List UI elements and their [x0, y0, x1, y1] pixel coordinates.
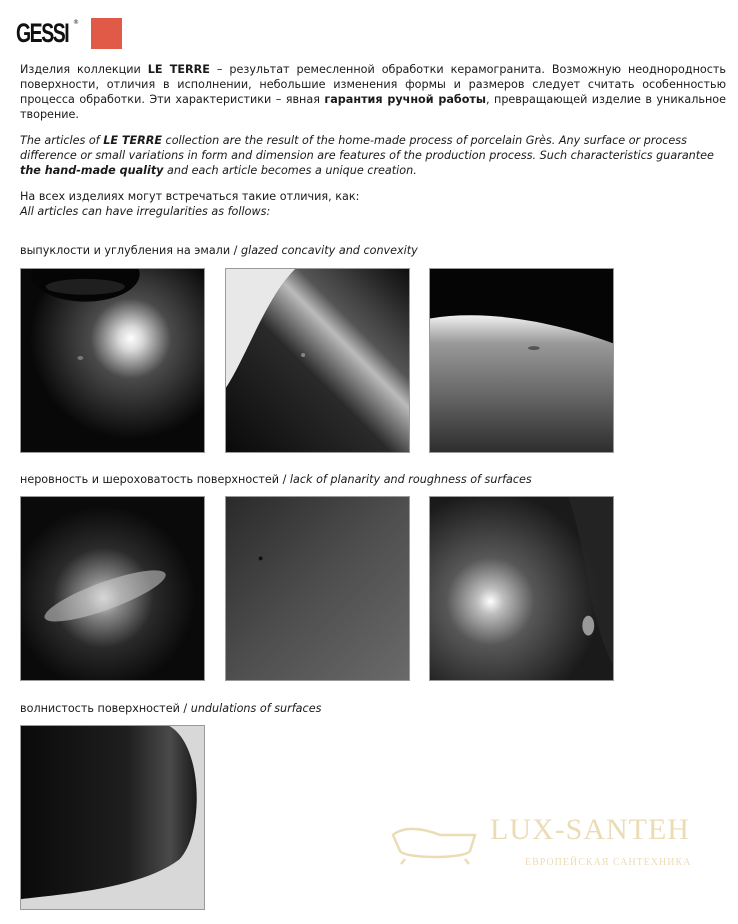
gessi-logo	[16, 18, 79, 48]
watermark	[385, 813, 725, 873]
photo-glazed-convexity-2	[225, 268, 410, 453]
photo-surface-roughness-3	[429, 496, 614, 681]
list-intro-en: All articles can have irregularities as follows:	[20, 205, 271, 218]
section-caption: неровность и шероховатость поверхностей / lack of planarity and roughness of surfaces	[20, 473, 532, 486]
section-caption: волнистость поверхностей / undulations of surfaces	[20, 702, 322, 715]
intro-ru-paragraph: Изделия коллекции LE TERRE – результат ремесленной обработки керамогранита. Возможную неоднородность поверхности, отличия в исполнении, небольшие изменения формы и размеров следует считать особенностью процесса обработки. Эти характеристики – явная гарантия ручной работы, превращающей изделие в уникальное творение.	[20, 63, 726, 121]
bathtub-icon	[385, 815, 485, 865]
watermark-name: LUX-SANTEH	[490, 813, 690, 846]
logo-text: GESSI	[16, 18, 69, 48]
registered-mark: ®	[73, 19, 79, 26]
photo-glazed-convexity-1	[20, 268, 205, 453]
intro-en-paragraph: The articles of LE TERRE collection are the result of the home-made process of porcelain Grès. Any surface or process difference or small variations in form and dimension are features of the production process. Such characteristics guarantee the hand-made quality and each article becomes a unique creation.	[20, 134, 714, 177]
watermark-tagline: ЕВРОПЕЙСКАЯ САНТЕХНИКА	[525, 857, 692, 868]
photo-surface-undulation-1	[20, 725, 205, 910]
logo-square	[91, 18, 122, 49]
section-caption: выпуклости и углубления на эмали / glazed concavity and convexity	[20, 244, 418, 257]
photo-glazed-convexity-3	[429, 268, 614, 453]
photo-surface-roughness-1	[20, 496, 205, 681]
list-intro-ru: На всех изделиях могут встречаться такие отличия, как:	[20, 190, 360, 203]
photo-surface-roughness-2	[225, 496, 410, 681]
